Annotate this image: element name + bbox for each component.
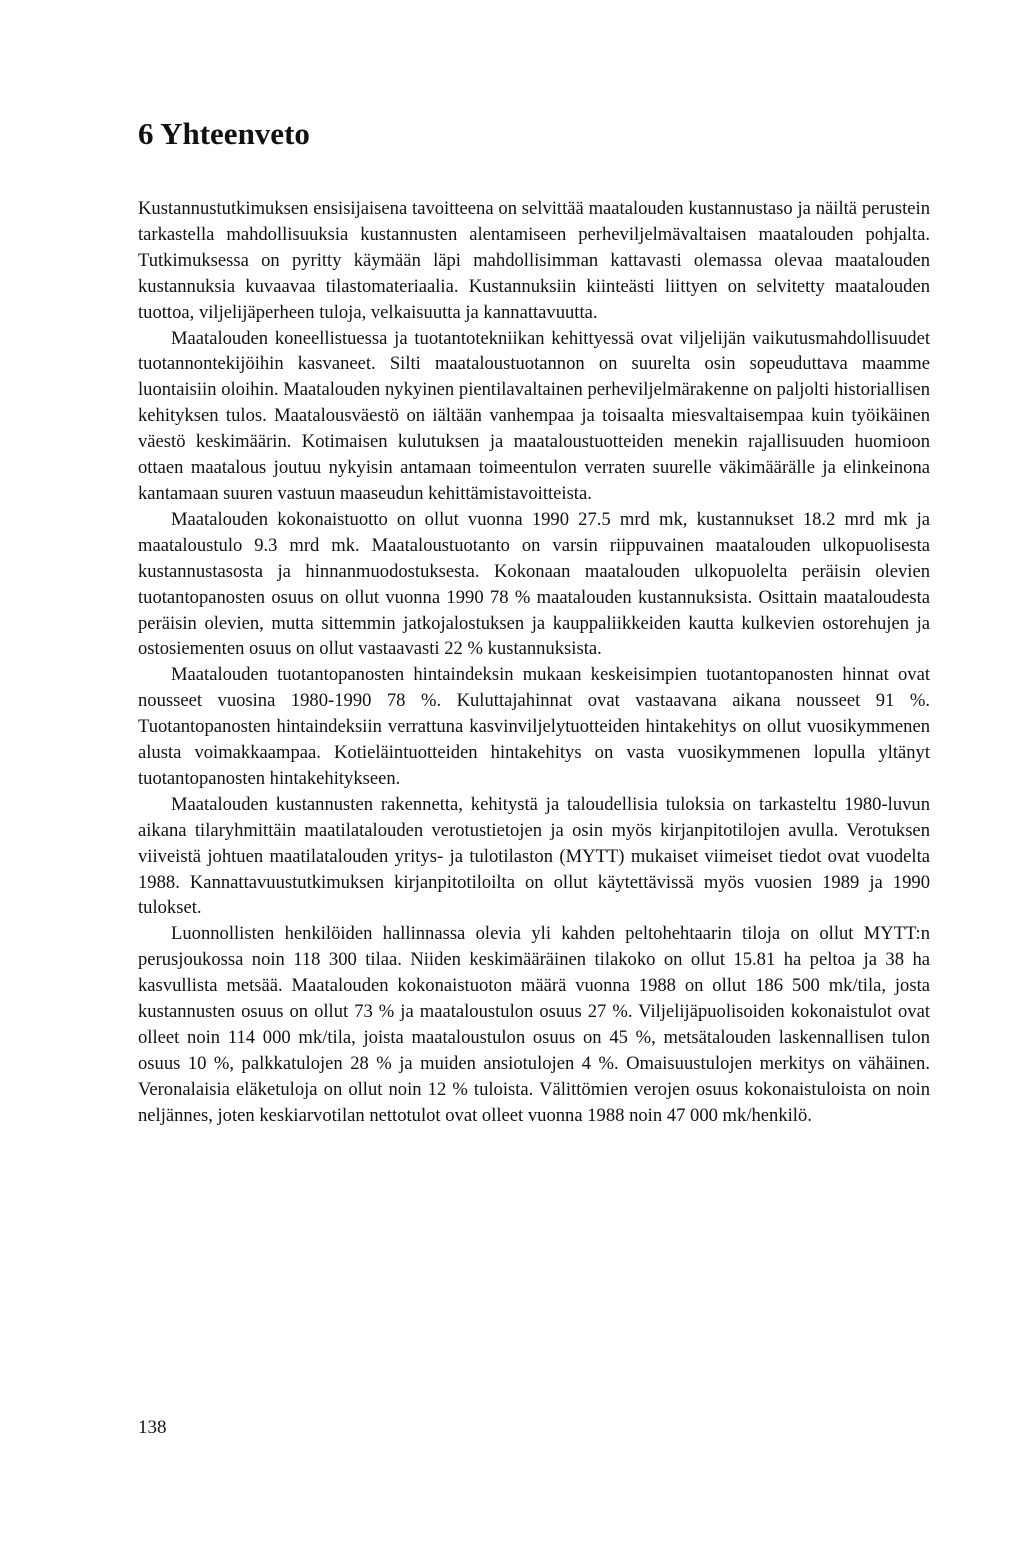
paragraph: Maatalouden tuotantopanosten hintaindeksin mukaan keskeisimpien tuotantopanosten hinnat ovat nousseet vuosina 1980-1990 78 %. Kuluttajahinnat ovat vastaavana aikana nousseet 91 %. Tuotantopanosten hintaindeksiin verrattuna kasvinviljelytuotteiden hintakehitys on ollut vuosikymmenen alusta voimakkaampaa. Kotieläintuotteiden hintakehitys on vasta vuosikymmenen lopulla yltänyt tuotantopanosten hintakehitykseen.	[138, 664, 930, 789]
body-text	[138, 196, 930, 1129]
paragraph: Luonnollisten henkilöiden hallinnassa olevia yli kahden peltohehtaarin tiloja on ollut MYTT:n perusjoukossa noin 118 300 tilaa. Niiden keskimääräinen tilakoko on ollut 15.81 ha peltoa ja 38 ha kasvullista metsää. Maatalouden kokonaistuoton määrä vuonna 1988 on ollut 186 500 mk/tila, josta kustannusten osuus on ollut 73 % ja maataloustulon osuus 27 %. Viljelijäpuolisoiden kokonaistulot ovat olleet noin 114 000 mk/tila, joista maataloustulon osuus on 45 %, metsätalouden laskennallisen tulon osuus 10 %, palkkatulojen 28 % ja muiden ansiotulojen 4 %. Omaisuustulojen merkitys on vähäinen. Veronalaisia eläketuloja on ollut noin 12 % tuloista. Välittömien verojen osuus kokonaistuloista on noin neljännes, joten keskiarvotilan nettotulot ovat olleet vuonna 1988 noin 47 000 mk/henkilö.	[138, 923, 930, 1126]
section-heading: 6 Yhteenveto	[138, 116, 310, 151]
paragraph: Kustannustutkimuksen ensisijaisena tavoitteena on selvittää maatalouden kustannustaso ja näiltä perustein tarkastella mahdollisuuksia kustannusten alentamiseen perheviljelmävaltaisen maatalouden pohjalta. Tutkimuksessa on pyritty käymään läpi mahdollisimman kattavasti olemassa olevaa maatalouden kustannuksia kuvaavaa tilastomateriaalia. Kustannuksiin kiinteästi liittyen on selvitetty maatalouden tuottoa, viljelijäperheen tuloja, velkaisuutta ja kannattavuutta.	[138, 198, 930, 323]
paragraph: Maatalouden kustannusten rakennetta, kehitystä ja taloudellisia tuloksia on tarkasteltu 1980-luvun aikana tilaryhmittäin maatilatalouden verotustietojen ja osin myös kirjanpitotilojen avulla. Verotuksen viiveistä johtuen maatilatalouden yritys- ja tulotilaston (MYTT) mukaiset viimeiset tiedot ovat vuodelta 1988. Kannattavuustutkimuksen kirjanpitotiloilta on ollut käytettävissä myös vuosien 1989 ja 1990 tulokset.	[138, 793, 930, 919]
paragraph: Maatalouden kokonaistuotto on ollut vuonna 1990 27.5 mrd mk, kustannukset 18.2 mrd mk ja maataloustulo 9.3 mrd mk. Maataloustuotanto on varsin riippuvainen maatalouden ulkopuolisesta kustannustasosta ja hinnanmuodostuksesta. Kokonaan maatalouden ulkopuolelta peräisin olevien tuotantopanosten osuus on ollut vuonna 1990 78 % maatalouden kustannuksista. Osittain maataloudesta peräisin olevien, mutta sittemmin jatkojalostuksen ja kauppaliikkeiden kautta kulkevien ostorehujen ja ostosiementen osuus on ollut vastaavasti 22 % kustannuksista.	[138, 508, 930, 660]
page-number: 138	[138, 1417, 167, 1438]
paragraph: Maatalouden koneellistuessa ja tuotantotekniikan kehittyessä ovat viljelijän vaikutusmahdollisuudet tuotannontekijöihin kasvaneet. Silti maataloustuotannon on suurelta osin sopeuduttava maamme luontaisiin oloihin. Maatalouden nykyinen pientilavaltainen perheviljelmärakenne on paljolti historiallisen kehityksen tulos. Maatalousväestö on iältään vanhempaa ja toisaalta miesvaltaisempaa kuin työikäinen väestö keskimäärin. Kotimaisen kulutuksen ja maataloustuotteiden menekin rajallisuuden huomioon ottaen maatalous joutuu nykyisin antamaan toimeentulon verraten suurelle väkimäärälle ja elinkeinona kantamaan suuren vastuun maaseudun kehittämistavoitteista.	[138, 327, 930, 504]
